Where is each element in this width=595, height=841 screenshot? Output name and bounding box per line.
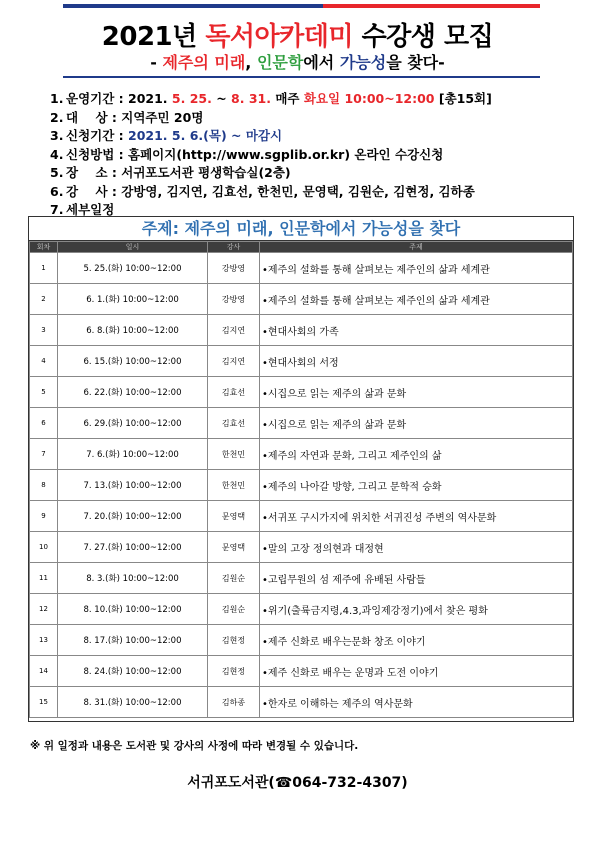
info-num: 2.	[50, 109, 64, 125]
top-bar-red	[323, 4, 540, 8]
header-no: 회차	[30, 242, 58, 253]
info-label: 대 상 :	[66, 109, 122, 125]
row-no: 5	[30, 377, 58, 408]
info-num: 3.	[50, 128, 64, 143]
row-instructor: 문영택	[208, 532, 260, 563]
table-row	[30, 315, 573, 346]
row-date: 8. 17.(화) 10:00~12:00	[58, 625, 208, 656]
row-no: 15	[30, 687, 58, 718]
row-topic: •시집으로 읽는 제주의 삶과 문화	[260, 377, 573, 408]
table-row	[30, 687, 573, 718]
header-date: 일시	[58, 242, 208, 253]
header-topic: 주제	[260, 242, 573, 253]
row-topic: •제주의 자연과 문화, 그리고 제주인의 삶	[260, 439, 573, 470]
row-instructor: 김지연	[208, 315, 260, 346]
row-instructor: 김현정	[208, 656, 260, 687]
row-no: 12	[30, 594, 58, 625]
info-item-method	[50, 146, 570, 165]
row-no: 7	[30, 439, 58, 470]
row-no: 9	[30, 501, 58, 532]
schedule-table	[29, 241, 573, 718]
info-value-time: 10:00~12:00	[344, 91, 435, 106]
row-topic: •서귀포 구시가지에 위치한 서귀진성 주변의 역사문화	[260, 501, 573, 532]
info-item-location	[50, 164, 570, 183]
row-date: 6. 1.(화) 10:00~12:00	[58, 284, 208, 315]
row-no: 11	[30, 563, 58, 594]
row-date: 7. 20.(화) 10:00~12:00	[58, 501, 208, 532]
row-no: 13	[30, 625, 58, 656]
info-label: 신청방법 :	[66, 146, 129, 162]
top-decor-bar	[63, 4, 540, 16]
info-value: 서귀포도서관 평생학습실(2층)	[121, 165, 291, 180]
row-no: 8	[30, 470, 58, 501]
info-item-target	[50, 109, 570, 128]
page-title	[0, 16, 595, 53]
header-underline	[63, 76, 540, 78]
subtitle-end: 을 찾다-	[386, 53, 445, 72]
info-value: 강방영, 김지연, 김효선, 한천민, 문영택, 김원순, 김현정, 김하종	[121, 183, 475, 199]
row-date: 6. 29.(화) 10:00~12:00	[58, 408, 208, 439]
row-date: 6. 8.(화) 10:00~12:00	[58, 315, 208, 346]
row-instructor: 강방영	[208, 284, 260, 315]
table-row	[30, 563, 573, 594]
table-row	[30, 532, 573, 563]
header-instructor: 강사	[208, 242, 260, 253]
row-date: 8. 3.(화) 10:00~12:00	[58, 563, 208, 594]
info-value-total: [총15회]	[434, 91, 492, 106]
row-no: 6	[30, 408, 58, 439]
row-topic: •말의 고장 정의현과 대정현	[260, 532, 573, 563]
subtitle-mid: 에서	[303, 53, 340, 72]
info-value: 홈페이지(http://www.sgplib.or.kr) 온라인 수강신청	[128, 146, 444, 162]
table-row	[30, 284, 573, 315]
row-no: 4	[30, 346, 58, 377]
row-date: 6. 15.(화) 10:00~12:00	[58, 346, 208, 377]
table-row	[30, 408, 573, 439]
title-post: 수강생 모집	[353, 22, 494, 52]
table-row	[30, 625, 573, 656]
row-no: 14	[30, 656, 58, 687]
row-instructor: 김효선	[208, 377, 260, 408]
title-pre: 2021년	[101, 22, 206, 52]
table-row	[30, 377, 573, 408]
subtitle-dash: -	[150, 53, 163, 72]
schedule-header-row	[30, 242, 573, 253]
table-row	[30, 439, 573, 470]
subtitle-comma: ,	[245, 53, 257, 72]
row-topic: •제주의 나아갈 방향, 그리고 문학적 승화	[260, 470, 573, 501]
info-num: 7.	[50, 202, 64, 217]
row-instructor: 한천민	[208, 470, 260, 501]
row-date: 7. 13.(화) 10:00~12:00	[58, 470, 208, 501]
row-instructor: 한천민	[208, 439, 260, 470]
row-date: 8. 31.(화) 10:00~12:00	[58, 687, 208, 718]
info-label: 신청기간 :	[66, 128, 129, 143]
table-row	[30, 346, 573, 377]
subtitle-part3: 가능성	[339, 53, 387, 72]
top-bar-blue	[63, 4, 323, 8]
row-no: 10	[30, 532, 58, 563]
info-item-period	[50, 90, 570, 109]
table-row	[30, 470, 573, 501]
subtitle-part2: 인문학	[256, 53, 304, 72]
row-instructor: 강방영	[208, 253, 260, 284]
notice-text: ※ 위 일정과 내용은 도서관 및 강사의 사정에 따라 변경될 수 있습니다.	[30, 740, 359, 752]
row-no: 3	[30, 315, 58, 346]
info-value: 지역주민 20명	[121, 109, 204, 125]
info-label: 장 소 :	[66, 165, 122, 180]
row-no: 2	[30, 284, 58, 315]
info-label: 운영기간 :	[66, 91, 129, 106]
row-instructor: 김원순	[208, 563, 260, 594]
info-num: 6.	[50, 183, 64, 199]
row-date: 7. 6.(화) 10:00~12:00	[58, 439, 208, 470]
info-value-day: 화요일	[303, 91, 341, 106]
row-date: 7. 27.(화) 10:00~12:00	[58, 532, 208, 563]
info-item-instructors	[50, 183, 570, 202]
row-date: 8. 24.(화) 10:00~12:00	[58, 656, 208, 687]
row-instructor: 김원순	[208, 594, 260, 625]
row-topic: •위기(출륙금지령,4.3,과잉제강정기)에서 찾은 평화	[260, 594, 573, 625]
info-num: 4.	[50, 146, 64, 162]
row-instructor: 문영택	[208, 501, 260, 532]
row-instructor: 김현정	[208, 625, 260, 656]
info-label: 세부일정	[66, 202, 115, 217]
info-value: 2021.	[128, 91, 172, 106]
table-row	[30, 594, 573, 625]
info-item-application-period	[50, 127, 570, 146]
info-value-end: 8. 31.	[231, 91, 271, 106]
row-topic: •현대사회의 가족	[260, 315, 573, 346]
row-topic: •제주 신화로 배우는 운명과 도전 이야기	[260, 656, 573, 687]
row-topic: •한자로 이해하는 제주의 역사문화	[260, 687, 573, 718]
page-subtitle	[0, 50, 595, 73]
info-value-sep: ~	[211, 91, 232, 106]
row-topic: •현대사회의 서정	[260, 346, 573, 377]
schedule-table-box	[28, 216, 574, 722]
row-topic: •시집으로 읽는 제주의 삶과 문화	[260, 408, 573, 439]
table-row	[30, 656, 573, 687]
row-topic: •제주 신화로 배우는문화 창조 이야기	[260, 625, 573, 656]
info-value: 2021. 5. 6.(목) ~ 마감시	[128, 128, 283, 143]
table-row	[30, 501, 573, 532]
footer-contact: 서귀포도서관(☎064-732-4307)	[187, 775, 408, 791]
info-list	[50, 90, 570, 220]
row-topic: •제주의 설화를 통해 살펴보는 제주인의 삶과 세계관	[260, 284, 573, 315]
schedule-title: 주제: 제주의 미래, 인문학에서 가능성을 찾다	[29, 217, 573, 241]
row-topic: •제주의 설화를 통해 살펴보는 제주인의 삶과 세계관	[260, 253, 573, 284]
info-value-weekly: 매주	[271, 91, 304, 106]
row-date: 5. 25.(화) 10:00~12:00	[58, 253, 208, 284]
info-num: 5.	[50, 165, 64, 180]
table-row	[30, 253, 573, 284]
subtitle-part1: 제주의 미래	[162, 53, 246, 72]
row-instructor: 김지연	[208, 346, 260, 377]
info-label: 강 사 :	[66, 183, 122, 199]
row-instructor: 김하종	[208, 687, 260, 718]
row-instructor: 김효선	[208, 408, 260, 439]
row-topic: •고립무원의 섬 제주에 유배된 사람들	[260, 563, 573, 594]
info-value-start: 5. 25.	[171, 91, 212, 106]
info-num: 1.	[50, 91, 64, 106]
title-highlight: 독서아카데미	[205, 22, 354, 52]
row-no: 1	[30, 253, 58, 284]
row-date: 8. 10.(화) 10:00~12:00	[58, 594, 208, 625]
row-date: 6. 22.(화) 10:00~12:00	[58, 377, 208, 408]
